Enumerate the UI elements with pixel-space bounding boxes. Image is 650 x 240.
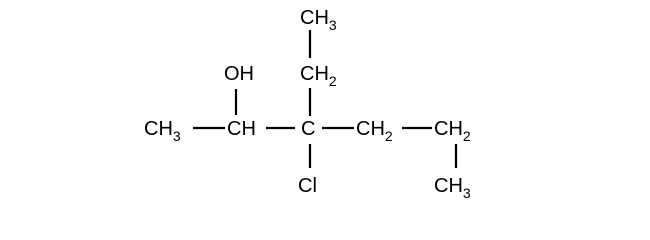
atom-ch2-right: $CH_2$ <box>356 118 393 144</box>
atom-ch-center: CH <box>227 118 256 140</box>
atom-ch3-left: $CH_3$ <box>144 118 181 144</box>
atom-ch2-top: $CH_2$ <box>300 63 337 89</box>
atom-cl: Cl <box>298 175 317 197</box>
atom-ch3-top: $CH_3$ <box>300 7 337 33</box>
atom-ch2-far: $CH_2$ <box>434 118 471 144</box>
atom-ch3-bottom: $CH_3$ <box>434 175 471 201</box>
atom-oh: OH <box>224 63 254 85</box>
atom-c-quaternary: C <box>301 118 316 140</box>
